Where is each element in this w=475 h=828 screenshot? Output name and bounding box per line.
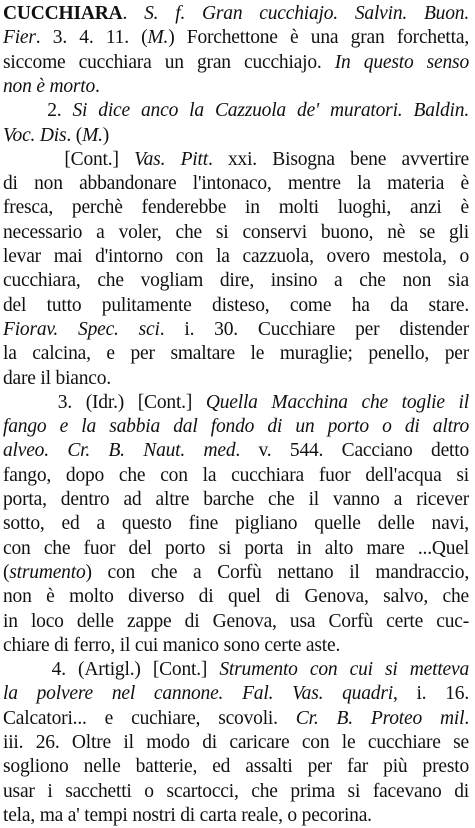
text-line <box>3 610 469 634</box>
text-run: In questo senso <box>334 51 469 73</box>
text-run: 3. (Idr.) [Cont.] <box>3 391 206 413</box>
text-line <box>3 537 469 561</box>
text-run: fango, dopo che con la cucchiara fuor dell'acqua si <box>3 464 469 486</box>
text-run: iii. 26. Oltre il modo di caricare con le cucchiare se <box>3 732 469 753</box>
text-line <box>3 780 469 804</box>
text-run: M. <box>82 124 103 146</box>
text-run: strumento <box>9 561 86 583</box>
text-line <box>3 682 469 706</box>
text-run: ) <box>102 124 110 146</box>
text-run: tela, ma a' tempi nostri di carta reale, o pecorina. <box>3 804 372 826</box>
text-run: sotto, ed a questo fine pigliano quelle delle navi, <box>3 513 469 535</box>
text-run: chiare di ferro, il cui manico sono certe aste. <box>3 634 341 656</box>
text-run: necessario a voler, che si conservi buono, nè se gli <box>3 221 469 243</box>
text-line <box>3 26 469 50</box>
text-run: fresca, perchè fenderebbe in molti luoghi, anzi è <box>3 197 469 219</box>
text-line <box>3 342 469 366</box>
text-line <box>3 367 469 391</box>
text-line <box>3 245 469 269</box>
text-line <box>3 634 469 658</box>
text-run: Cr. B. Proteo mil <box>295 707 465 729</box>
text-line <box>3 51 469 75</box>
text-run: . i. 30. Cucchiare per distender <box>159 318 469 340</box>
text-line <box>3 75 469 99</box>
text-run: siccome cucchiara un gran cucchiajo. <box>3 51 335 73</box>
text-run: Fiorav. Spec. sci <box>3 318 160 340</box>
text-line <box>3 464 469 488</box>
text-run: fango e la sabbia dal fondo di un porto o di altro <box>3 416 469 438</box>
text-run: alveo. Cr. B. Naut. med <box>3 440 236 462</box>
text-run: Quella Macchina che toglie il <box>205 391 469 413</box>
text-run: la polvere nel cannone. Fal. Vas. quadri <box>3 683 393 705</box>
text-run: 2. <box>3 100 73 122</box>
text-run: Vas. Pitt <box>134 148 208 170</box>
text-line <box>3 318 469 342</box>
text-line <box>3 415 469 439</box>
text-line <box>3 124 469 148</box>
text-run: , i. 16. <box>392 683 469 705</box>
text-run: CUCCHIARA <box>3 3 123 24</box>
text-line <box>3 585 469 609</box>
text-run: [Cont.] <box>3 148 135 170</box>
text-run: in loco delle zappe di Genova, usa Corfù certe cuc- <box>3 610 469 632</box>
text-line <box>3 294 469 318</box>
text-run: del tutto pulitamente disteso, come ha da stare. <box>3 294 469 316</box>
text-run: . xxi. Bisogna bene avvertire <box>207 148 469 170</box>
text-run: Strumento con cui si metteva <box>219 659 469 681</box>
text-line <box>3 99 469 123</box>
text-line <box>3 731 469 755</box>
text-run: Calcatori... e cuchiare, scovoli. <box>3 707 296 729</box>
text-run: cucchiara, che vogliam dire, insino a che non sia <box>3 270 469 292</box>
text-run: . <box>95 75 100 97</box>
text-run: la calcina, e per smaltare le muraglie; penello, per <box>3 343 469 365</box>
text-run: . <box>464 707 469 729</box>
text-run: non è molto diverso di quel di Genova, salvo, che <box>3 586 469 608</box>
text-run: con che fuor del porto si porta in alto mare ...Quel <box>3 537 469 559</box>
text-run: ) con che a Corfù nettano il mandraccio, <box>85 561 469 583</box>
text-run: Si dice anco la Cazzuola de' muratori. Baldin. <box>72 100 469 122</box>
text-line <box>3 148 469 172</box>
text-line <box>3 707 469 731</box>
text-line <box>3 196 469 220</box>
text-line <box>3 221 469 245</box>
text-line <box>3 658 469 682</box>
text-run: usar i sacchetti o scartocci, che prima si facevano di <box>3 780 469 802</box>
text-run: 4. (Artigl.) [Cont.] <box>3 659 220 681</box>
text-run: Fier <box>3 27 36 49</box>
text-run: levar mai d'intorno con la cazzuola, overo mestola, o <box>3 246 469 267</box>
text-run: S. f. Gran cucchiajo. Salvin. Buon. <box>144 3 469 24</box>
text-line <box>3 512 469 536</box>
text-line <box>3 488 469 512</box>
text-line <box>3 804 469 828</box>
text-line <box>3 269 469 293</box>
text-run: sogliono nelle batterie, ed assalti per far più presto <box>3 756 469 778</box>
text-run: porta, dentro ad altre barche che il vanno a ricever <box>3 489 469 510</box>
text-run: di non abbandonare l'intonaco, mentre la materia è <box>3 173 469 195</box>
text-line <box>3 172 469 196</box>
text-line <box>3 2 469 26</box>
text-run: . ( <box>66 124 83 146</box>
text-run: M. <box>147 27 169 49</box>
text-run: . v. 544. Cacciano detto <box>235 440 469 462</box>
text-line <box>3 439 469 463</box>
text-run: Voc. Dis <box>3 124 67 146</box>
text-run: ( <box>3 561 10 583</box>
text-run: . 3. 4. 11. ( <box>35 27 148 49</box>
text-run: dare il bianco. <box>3 367 111 389</box>
text-line <box>3 561 469 585</box>
text-run: non è morto <box>3 75 96 97</box>
text-line <box>3 755 469 779</box>
text-run: ) Forchettone è una gran forchetta, <box>168 27 469 49</box>
text-line <box>3 391 469 415</box>
text-run: . <box>122 3 145 24</box>
